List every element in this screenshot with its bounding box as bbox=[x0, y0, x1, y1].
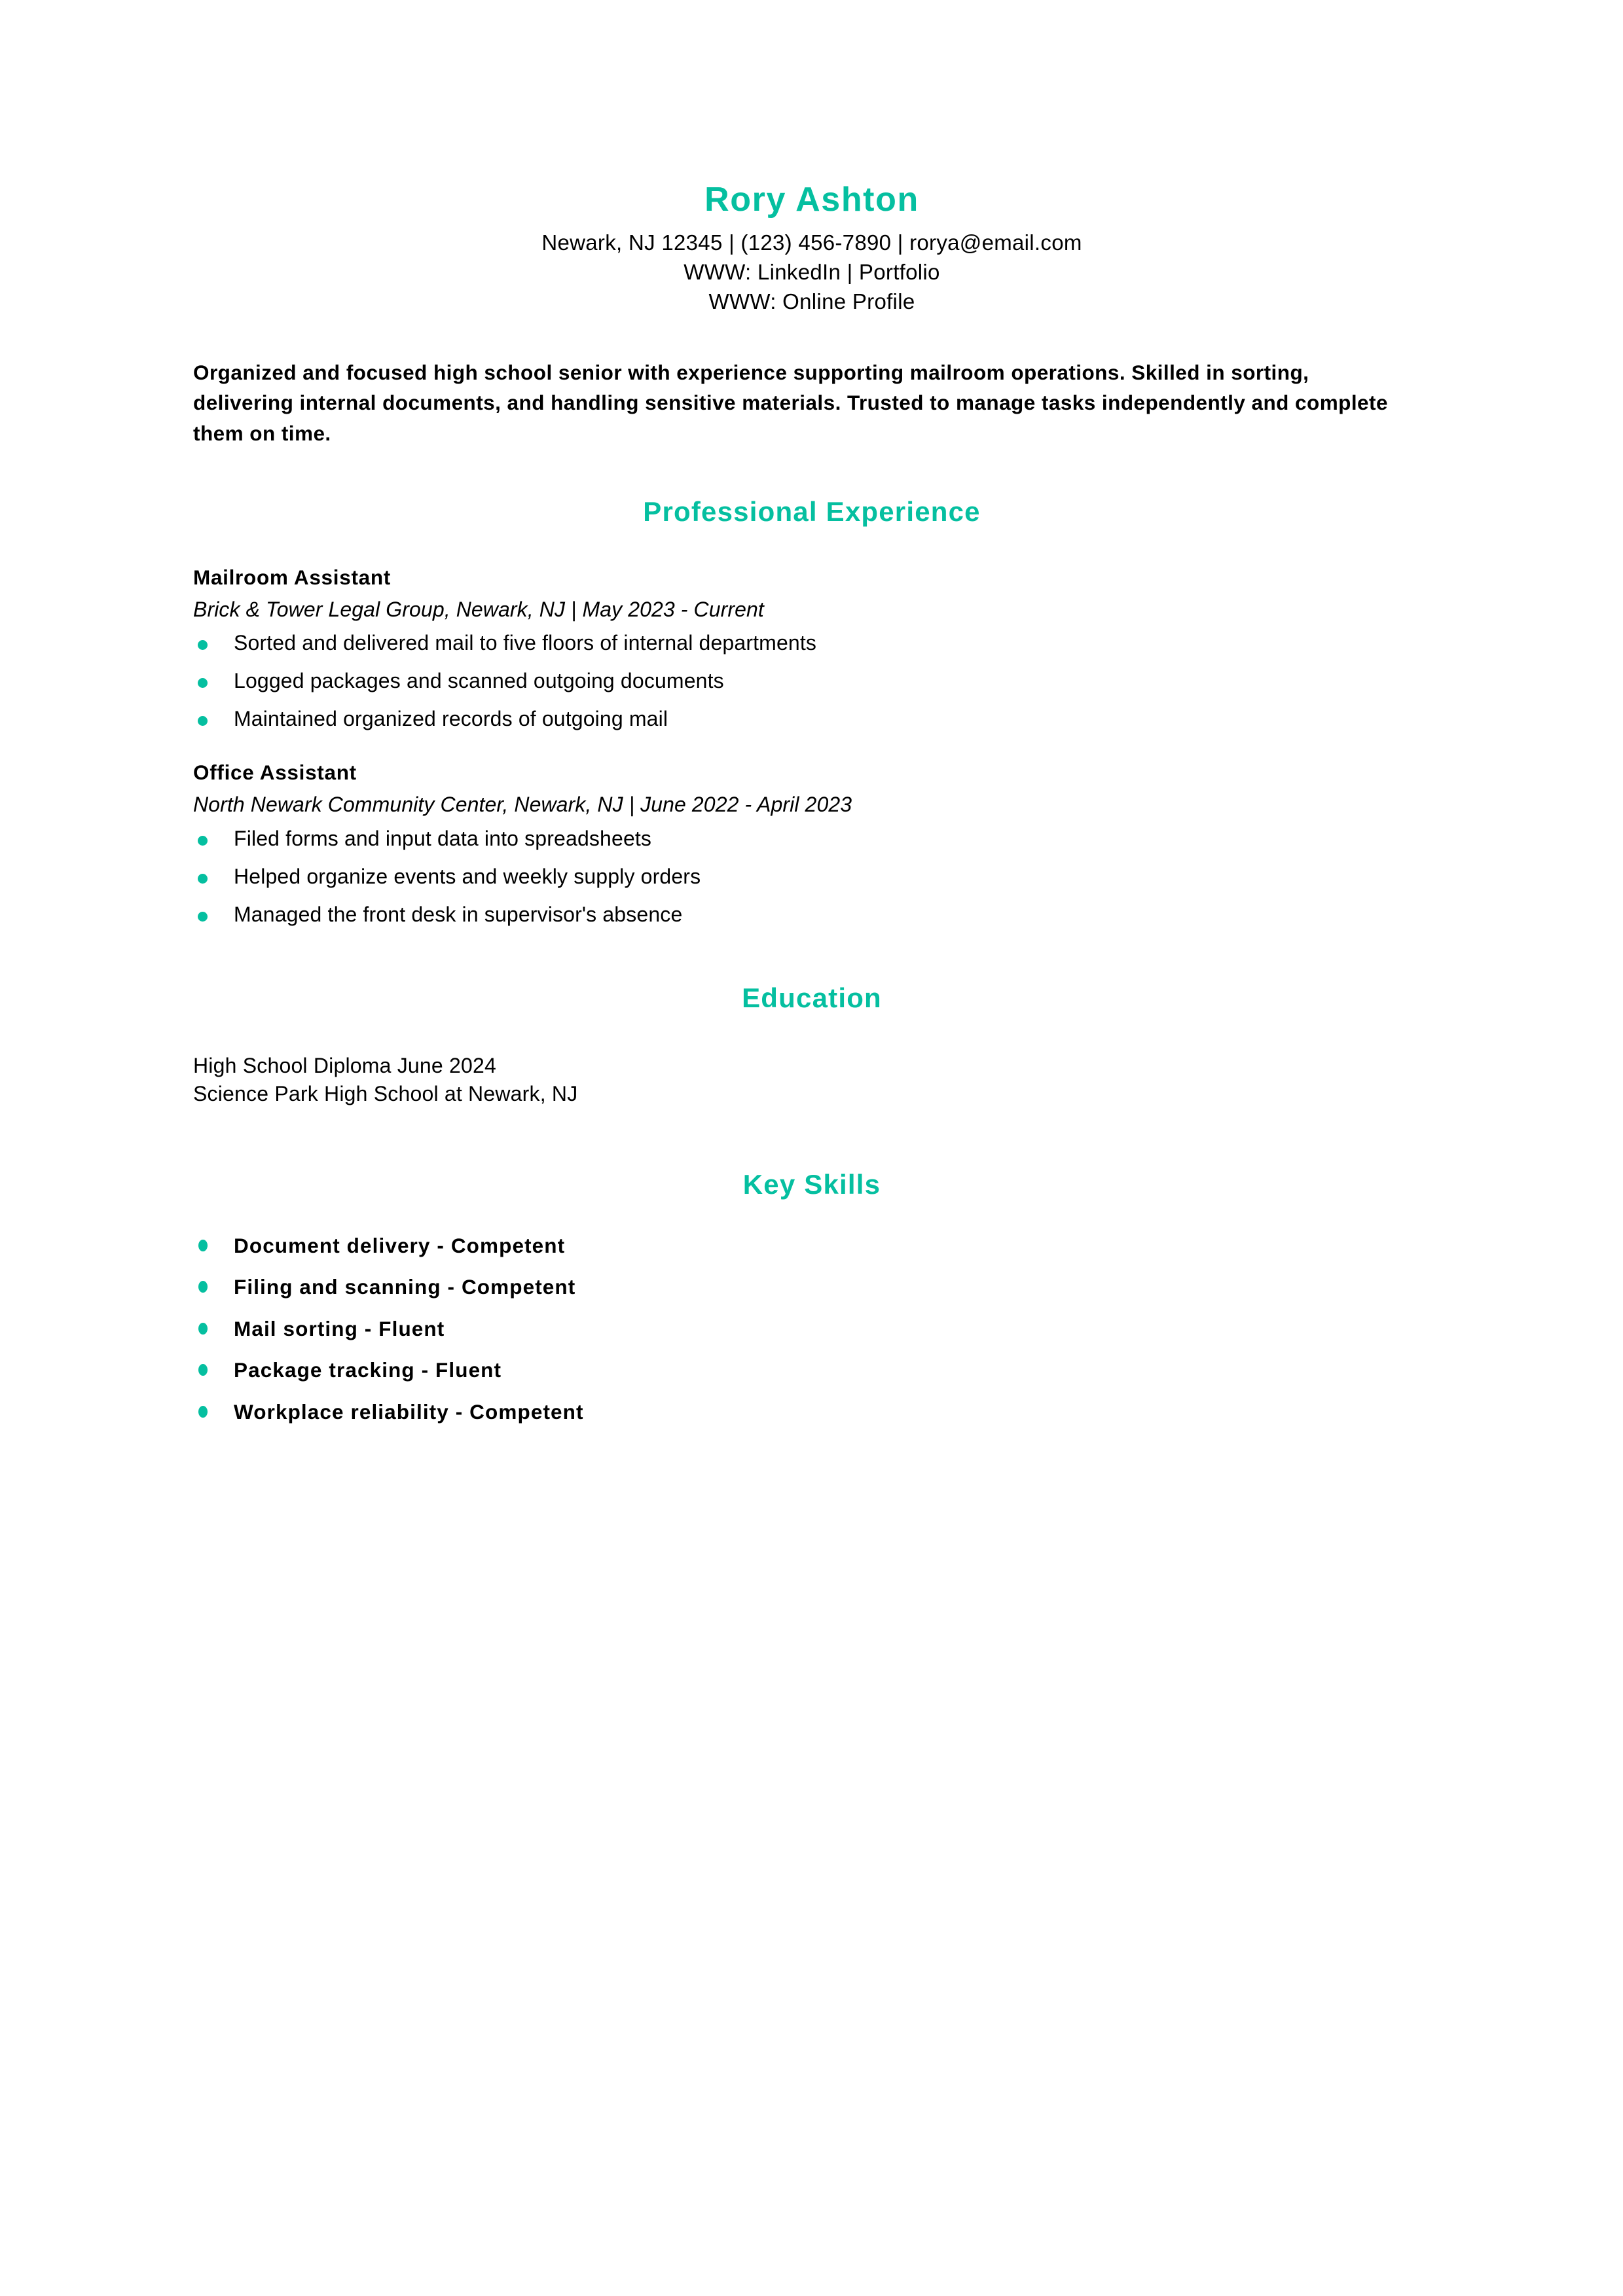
contact-line-links: WWW: LinkedIn | Portfolio bbox=[684, 259, 940, 284]
list-item-text: Helped organize events and weekly supply orders bbox=[234, 864, 701, 888]
experience-entry bbox=[193, 759, 1431, 925]
bullet-dot-icon bbox=[198, 874, 208, 884]
skill-text: Mail sorting - Fluent bbox=[234, 1316, 445, 1340]
resume-header bbox=[193, 0, 1431, 317]
skill-text: Filing and scanning - Competent bbox=[234, 1275, 576, 1299]
job-employer-and-dates: Brick & Tower Legal Group, Newark, NJ | May 2023 - Current bbox=[193, 597, 764, 621]
bullet-dot-icon bbox=[198, 1323, 208, 1335]
education-degree-line: High School Diploma June 2024 bbox=[193, 1053, 496, 1077]
list-item-text: Maintained organized records of outgoing mail bbox=[234, 707, 668, 731]
contact-line-address-phone-email: Newark, NJ 12345 | (123) 456-7890 | rorya@email.com bbox=[541, 230, 1082, 255]
skill-text: Workplace reliability - Competent bbox=[234, 1399, 584, 1424]
job-responsibilities-list bbox=[193, 828, 1431, 925]
list-item bbox=[193, 828, 1431, 849]
list-item-text: Logged packages and scanned outgoing documents bbox=[234, 669, 724, 693]
bullet-dot-icon bbox=[198, 912, 208, 922]
list-item bbox=[193, 866, 1431, 887]
list-item bbox=[193, 1233, 1431, 1257]
section-heading-key-skills: Key Skills bbox=[742, 1168, 881, 1200]
bullet-dot-icon bbox=[198, 716, 208, 726]
section-heading-education: Education bbox=[742, 982, 882, 1013]
job-employer-and-dates: North Newark Community Center, Newark, NJ | June 2022 - April 2023 bbox=[193, 793, 852, 817]
list-item bbox=[193, 1360, 1431, 1381]
professional-summary: Organized and focused high school senior with experience supporting mailroom operations. Skilled in sorting, delivering internal documents, and handling sensitive materials. Trusted to manage tasks independently and complete them on time. bbox=[193, 360, 1388, 445]
list-item-text: Filed forms and input data into spreadsheets bbox=[234, 826, 652, 850]
education-school-line: Science Park High School at Newark, NJ bbox=[193, 1082, 578, 1106]
job-title: Office Assistant bbox=[193, 761, 357, 785]
bullet-dot-icon bbox=[198, 1406, 208, 1418]
key-skills-list bbox=[193, 1233, 1431, 1424]
list-item-text: Managed the front desk in supervisor's absence bbox=[234, 902, 683, 926]
bullet-dot-icon bbox=[198, 836, 208, 846]
experience-entry bbox=[193, 564, 1431, 730]
contact-line-online-profile: WWW: Online Profile bbox=[708, 289, 915, 314]
bullet-dot-icon bbox=[198, 1240, 208, 1251]
bullet-dot-icon bbox=[198, 678, 208, 688]
list-item bbox=[193, 670, 1431, 691]
skill-text: Package tracking - Fluent bbox=[234, 1358, 502, 1382]
list-item bbox=[193, 632, 1431, 653]
list-item bbox=[193, 1316, 1431, 1340]
list-item bbox=[193, 1277, 1431, 1298]
job-responsibilities-list bbox=[193, 632, 1431, 729]
job-title: Mailroom Assistant bbox=[193, 565, 391, 589]
bullet-dot-icon bbox=[198, 640, 208, 650]
bullet-dot-icon bbox=[198, 1364, 208, 1376]
skill-text: Document delivery - Competent bbox=[234, 1233, 566, 1257]
experience-section bbox=[193, 564, 1431, 925]
resume-content bbox=[193, 0, 1431, 1422]
bullet-dot-icon bbox=[198, 1281, 208, 1293]
list-item bbox=[193, 904, 1431, 925]
list-item-text: Sorted and delivered mail to five floors of internal departments bbox=[234, 631, 817, 655]
list-item bbox=[193, 1399, 1431, 1424]
list-item bbox=[193, 708, 1431, 729]
education-section bbox=[193, 1052, 1431, 1109]
candidate-name: Rory Ashton bbox=[704, 181, 919, 219]
section-heading-professional-experience: Professional Experience bbox=[643, 495, 981, 527]
